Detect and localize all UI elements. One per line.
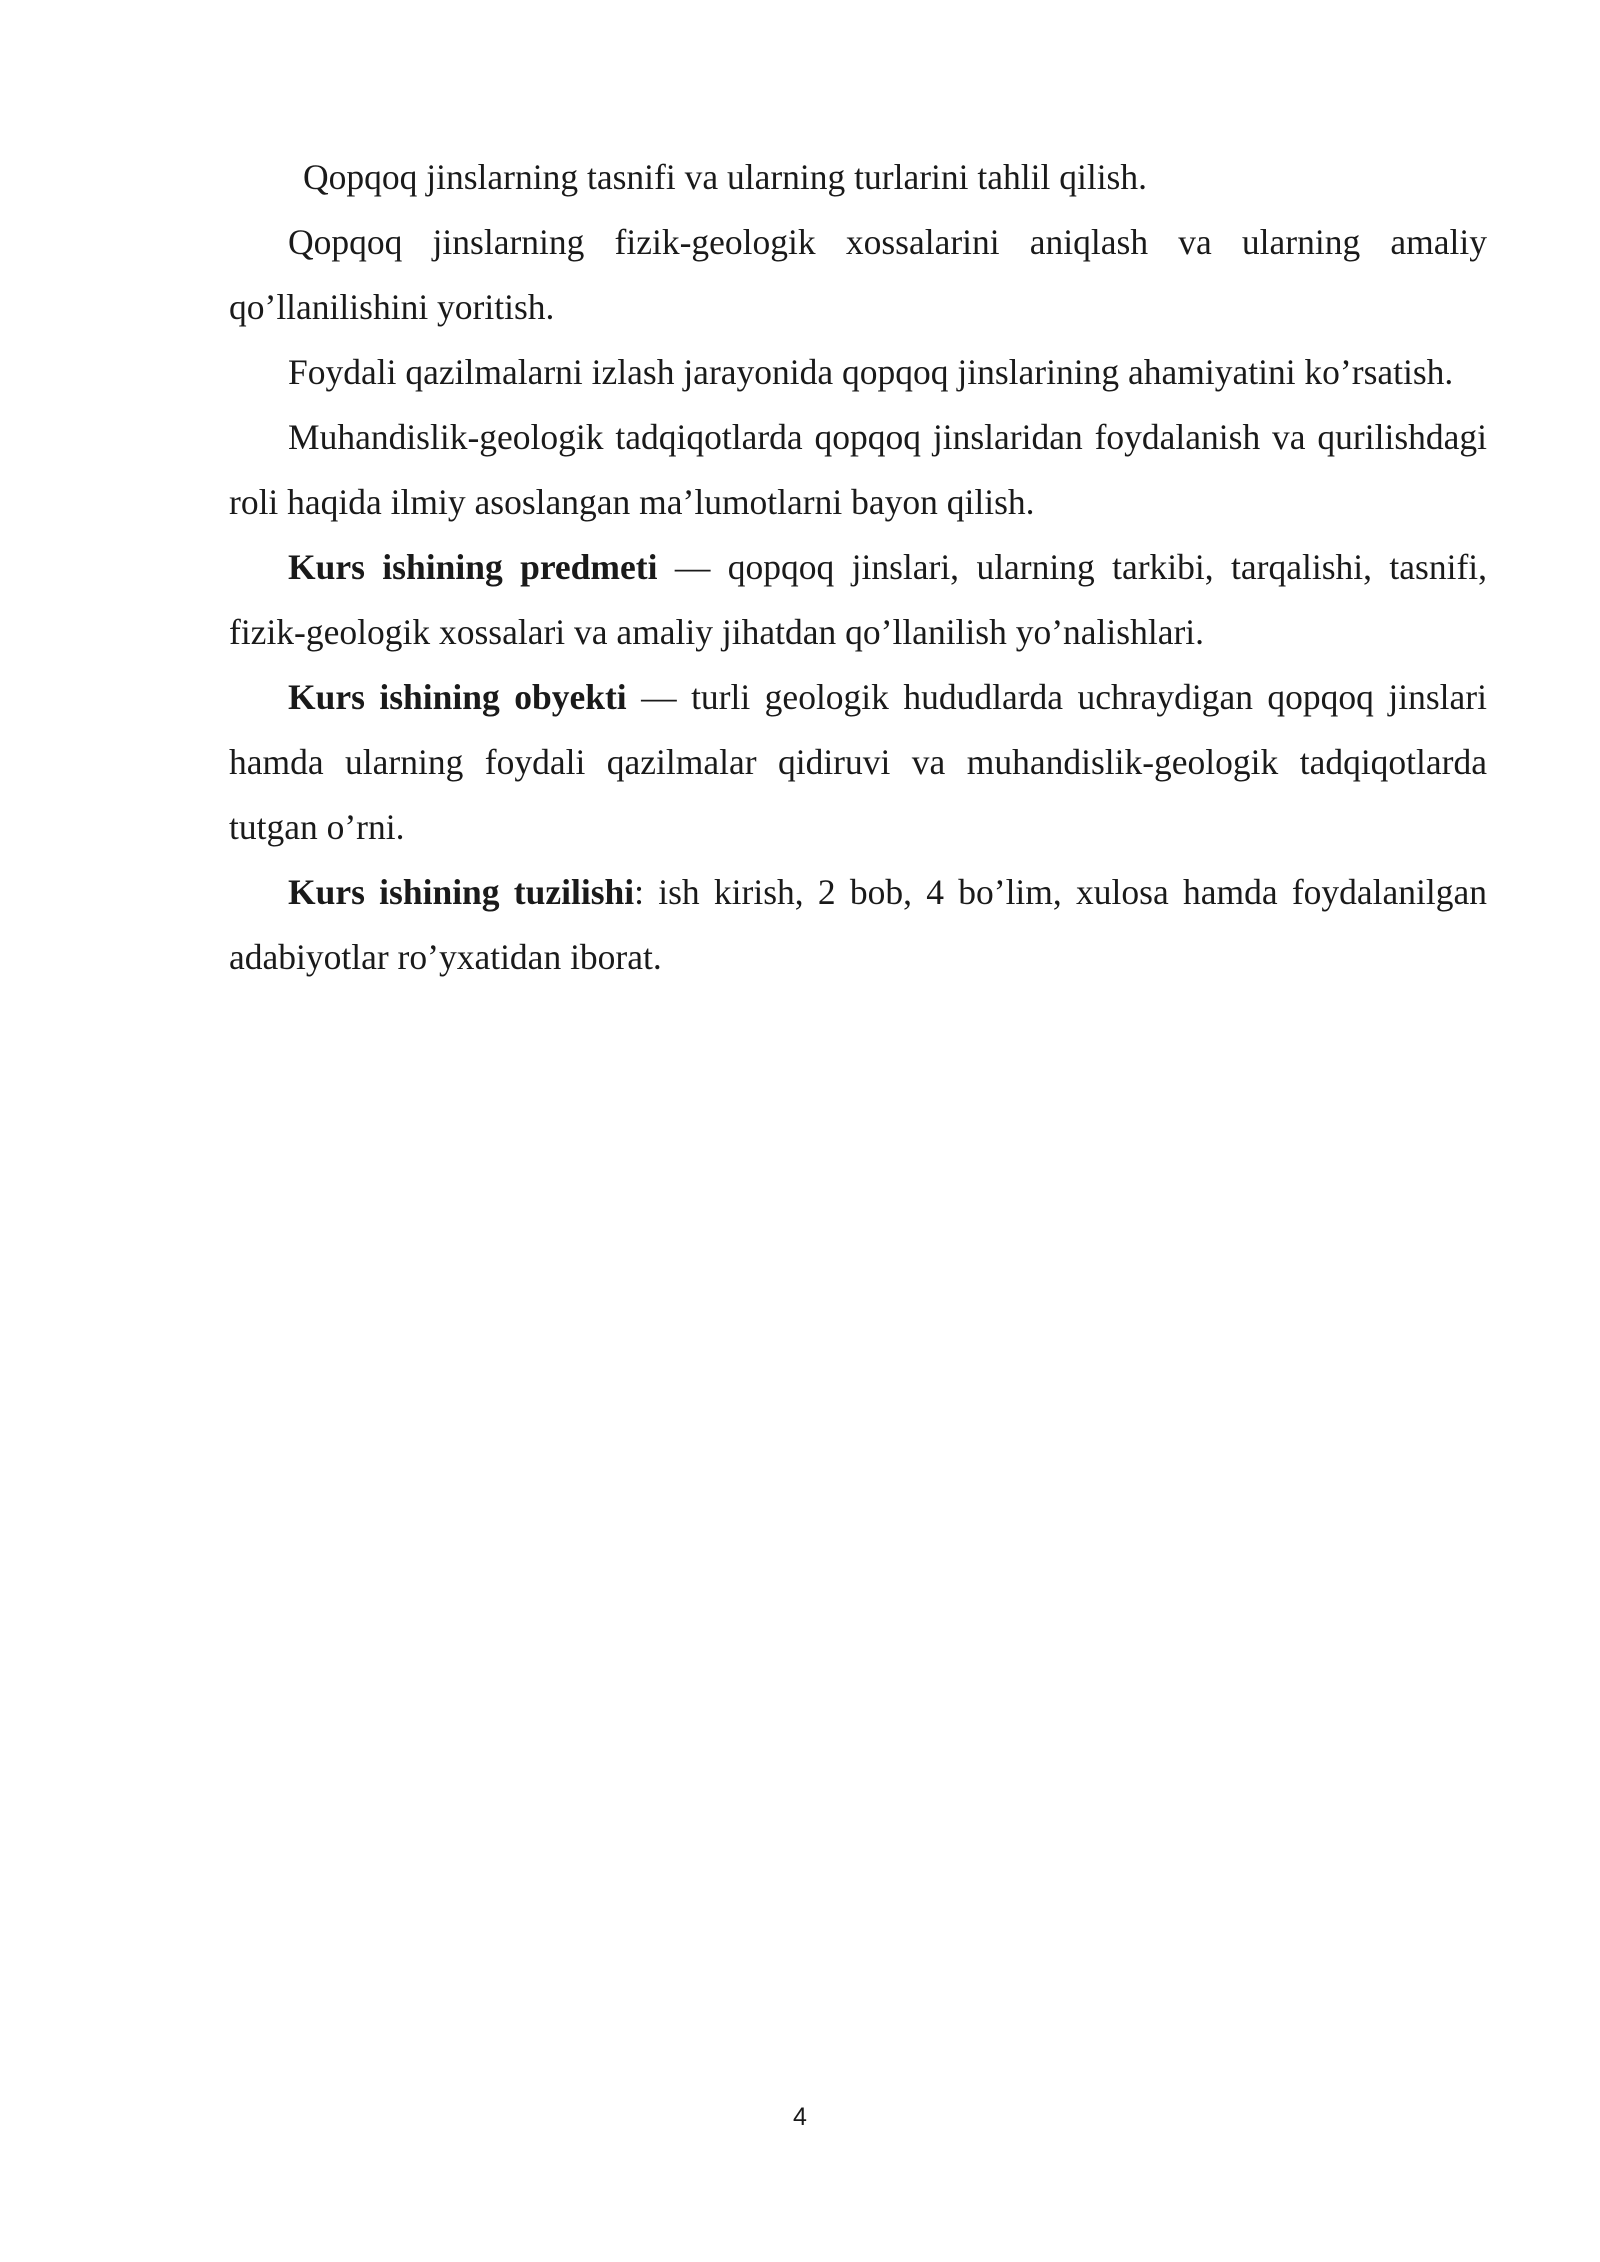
paragraph-heading: Kurs ishining obyekti [288, 677, 627, 717]
paragraph-subject [229, 535, 1487, 665]
page-body [229, 145, 1487, 990]
paragraph-text: Muhandislik-geologik tadqiqotlarda qopqoq jinslaridan foydalanish va qurilishdagi roli haqida ilmiy asoslangan ma’lumotlarni bayon qilish. [229, 417, 1487, 522]
paragraph-text: Qopqoq jinslarning fizik-geologik xossalarini aniqlash va ularning amaliy qo’llanilishini yoritish. [229, 222, 1487, 327]
paragraph-text: — qopqoq jinslari, ularning tarkibi, tarqalishi, tasnifi, fizik-geologik xossalari va amaliy jihatdan qo’llanilish yo’nalishlari. [229, 547, 1488, 652]
paragraph-object [229, 665, 1487, 860]
paragraph-goal-properties [229, 210, 1487, 340]
paragraph-heading: Kurs ishining tuzilishi [288, 872, 635, 912]
paragraph-text: Foydali qazilmalarni izlash jarayonida qopqoq jinslarining ahamiyatini ko’rsatish. [288, 352, 1454, 392]
paragraph-text: : ish kirish, 2 bob, 4 bo’lim, xulosa hamda foydalanilgan adabiyotlar ro’yxatidan iborat. [229, 872, 1487, 977]
paragraph-text: — turli geologik hududlarda uchraydigan qopqoq jinslari hamda ularning foydali qazilmalar qidiruvi va muhandislik-geologik tadqiqotlarda tutgan o’rni. [229, 677, 1487, 847]
paragraph-goal-engineering [229, 405, 1487, 535]
paragraph-structure [229, 860, 1487, 990]
page-number: 4 [793, 2103, 807, 2131]
paragraph-goal-classification [229, 145, 1487, 210]
paragraph-heading: Kurs ishining predmeti [288, 547, 658, 587]
paragraph-goal-minerals [229, 340, 1487, 405]
paragraph-text: Qopqoq jinslarning tasnifi va ularning turlarini tahlil qilish. [303, 157, 1147, 197]
